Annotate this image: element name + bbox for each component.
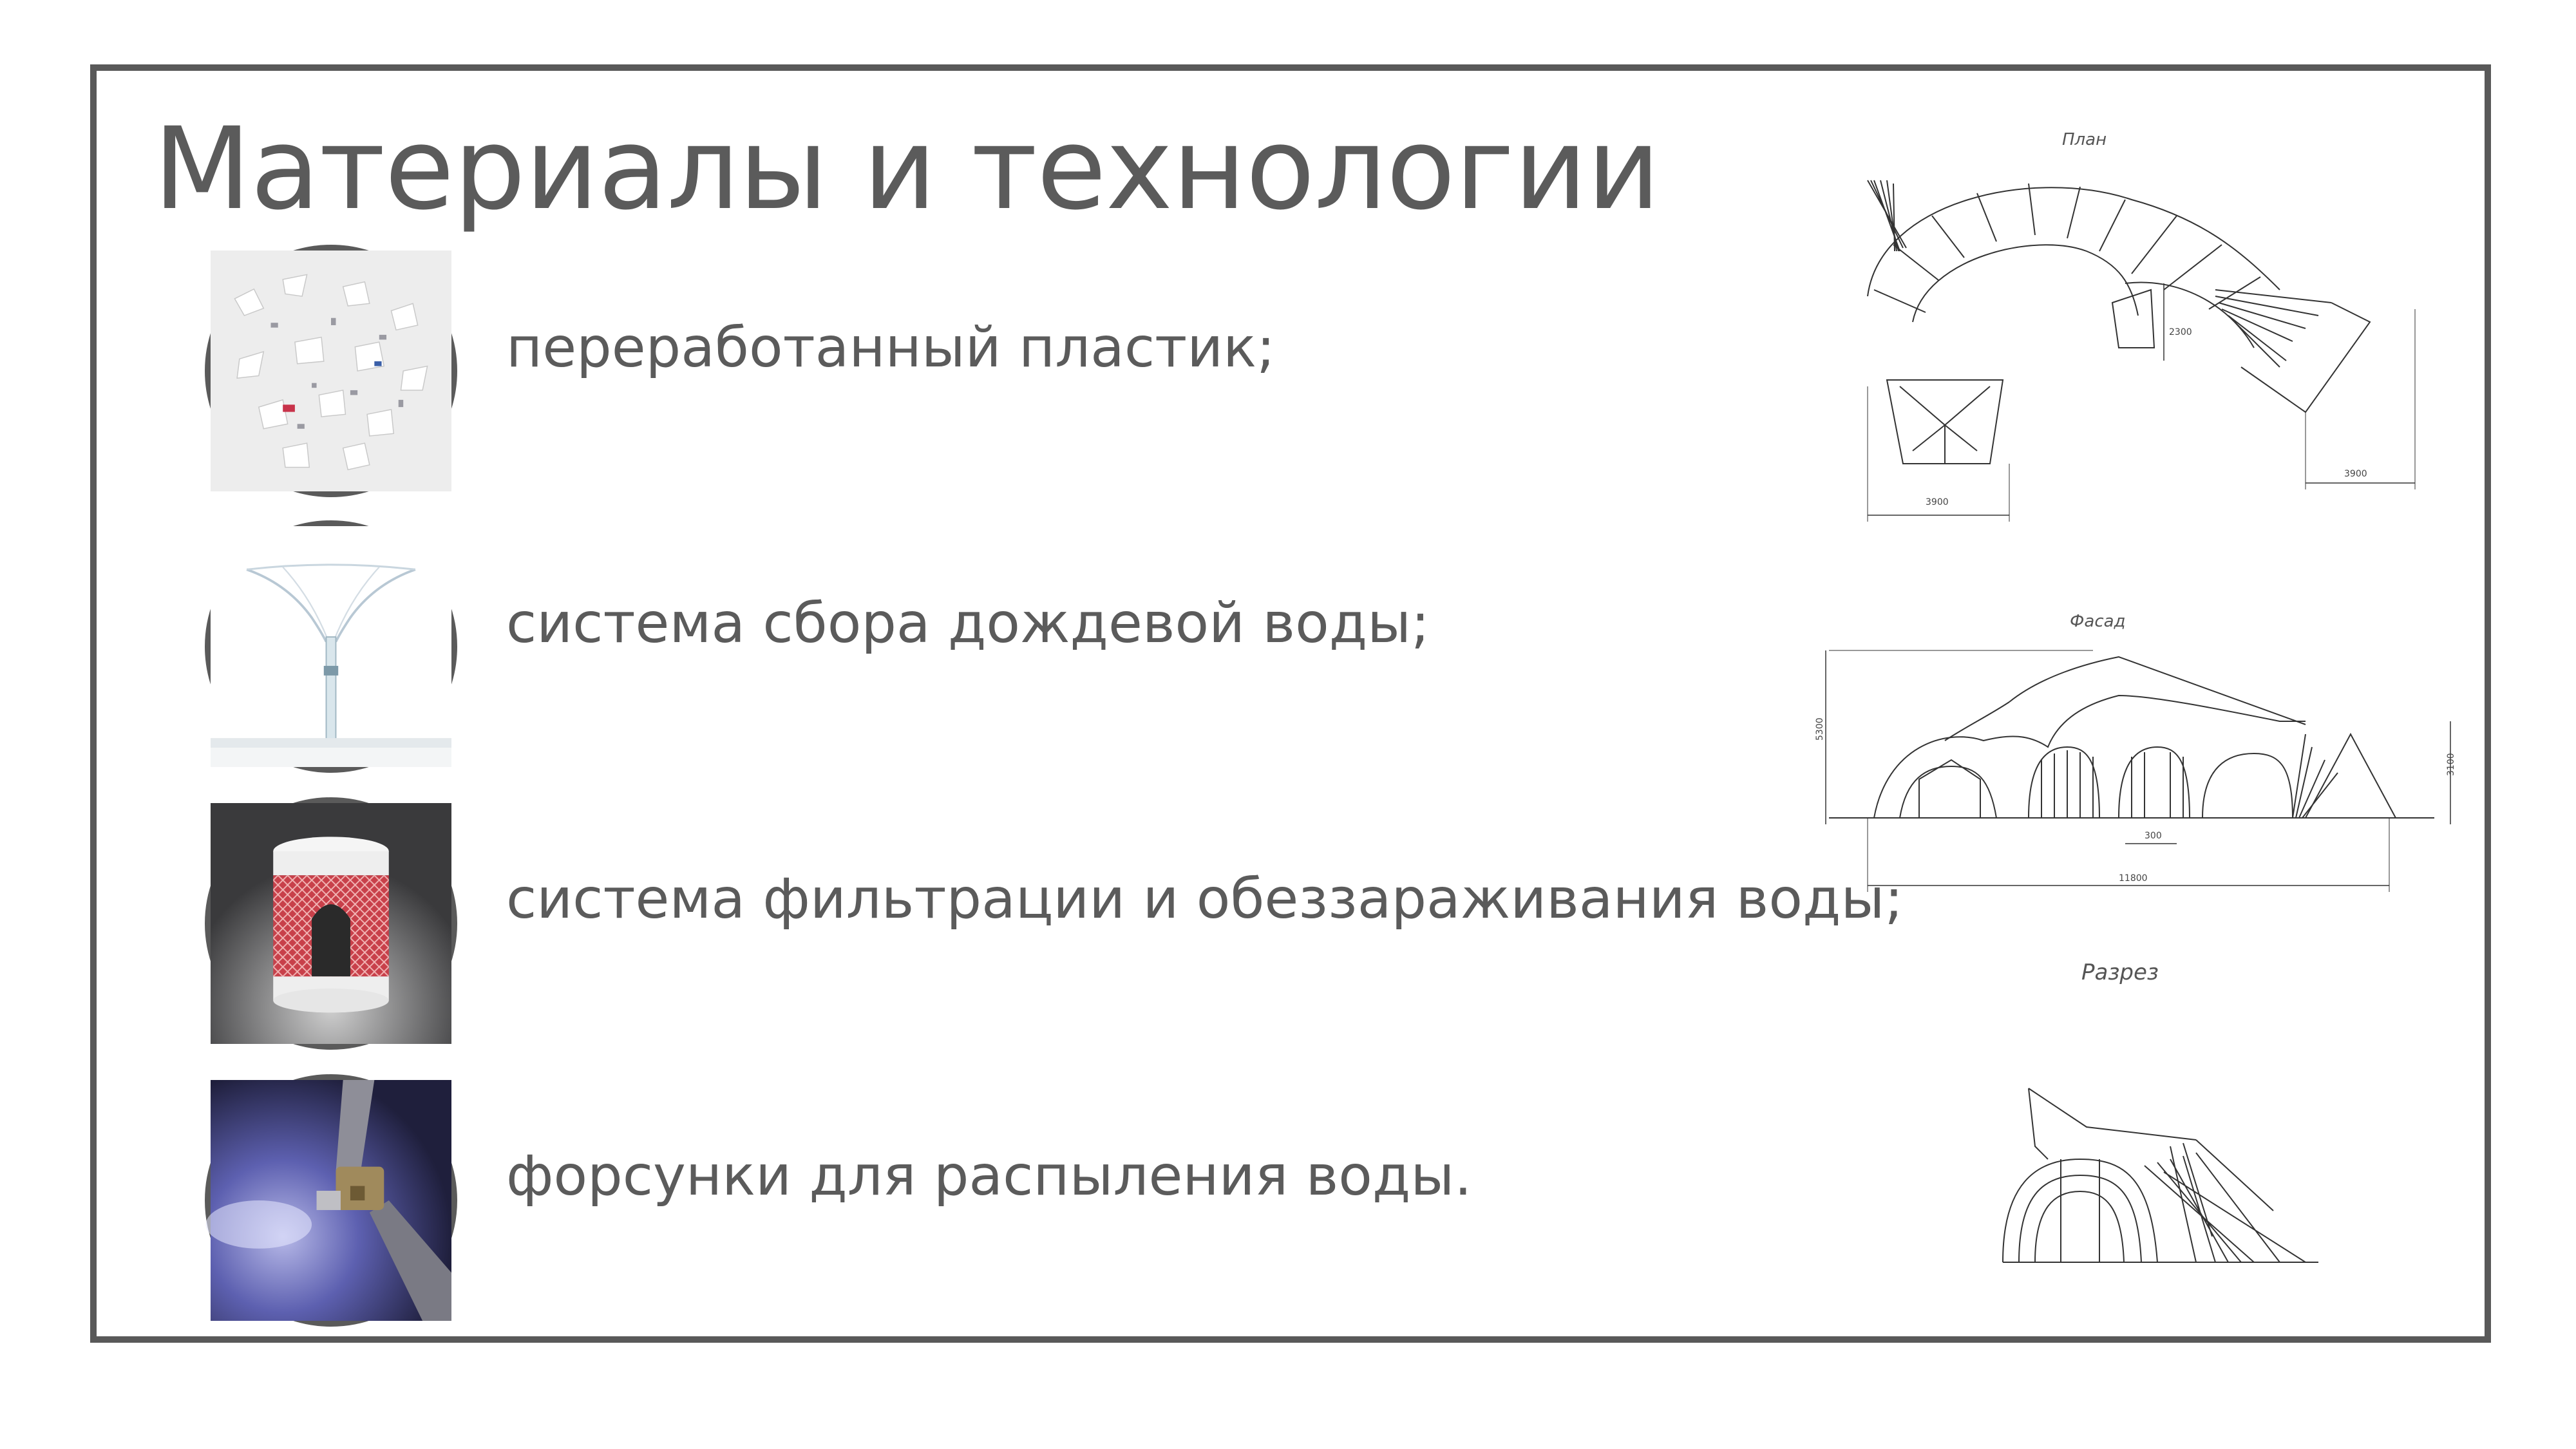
facade-drawing: [1816, 638, 2473, 895]
plan-dim-1: 3900: [1926, 497, 1949, 507]
rain-collector-image: [205, 520, 457, 773]
item-label-plastic: переработанный пластик;: [506, 316, 1276, 380]
item-label-filtration: система фильтрации и обеззараживания воды;: [506, 867, 1904, 931]
facade-dim-right: 3100: [2446, 753, 2456, 776]
facade-dim-height: 5300: [1815, 717, 1825, 741]
item-label-rainwater: система сбора дождевой воды;: [506, 591, 1430, 656]
water-filter-image: [205, 797, 457, 1050]
recycled-plastic-image: [205, 245, 457, 497]
section-title: Разрез: [2081, 960, 2159, 985]
facade-dim-length: 11800: [2119, 873, 2148, 884]
section-drawing: [1984, 1069, 2331, 1275]
facade-title: Фасад: [2070, 612, 2126, 631]
plan-dim-2: 3900: [2344, 469, 2367, 479]
facade-dim-small: 300: [2145, 831, 2162, 841]
item-label-nozzles: форсунки для распыления воды.: [506, 1144, 1472, 1208]
plan-drawing: [1842, 155, 2434, 515]
plan-dim-3: 2300: [2169, 327, 2192, 337]
slide-title: Материалы и технологии: [153, 103, 1660, 235]
plan-title: План: [2062, 130, 2107, 149]
spray-nozzle-image: [205, 1074, 457, 1327]
